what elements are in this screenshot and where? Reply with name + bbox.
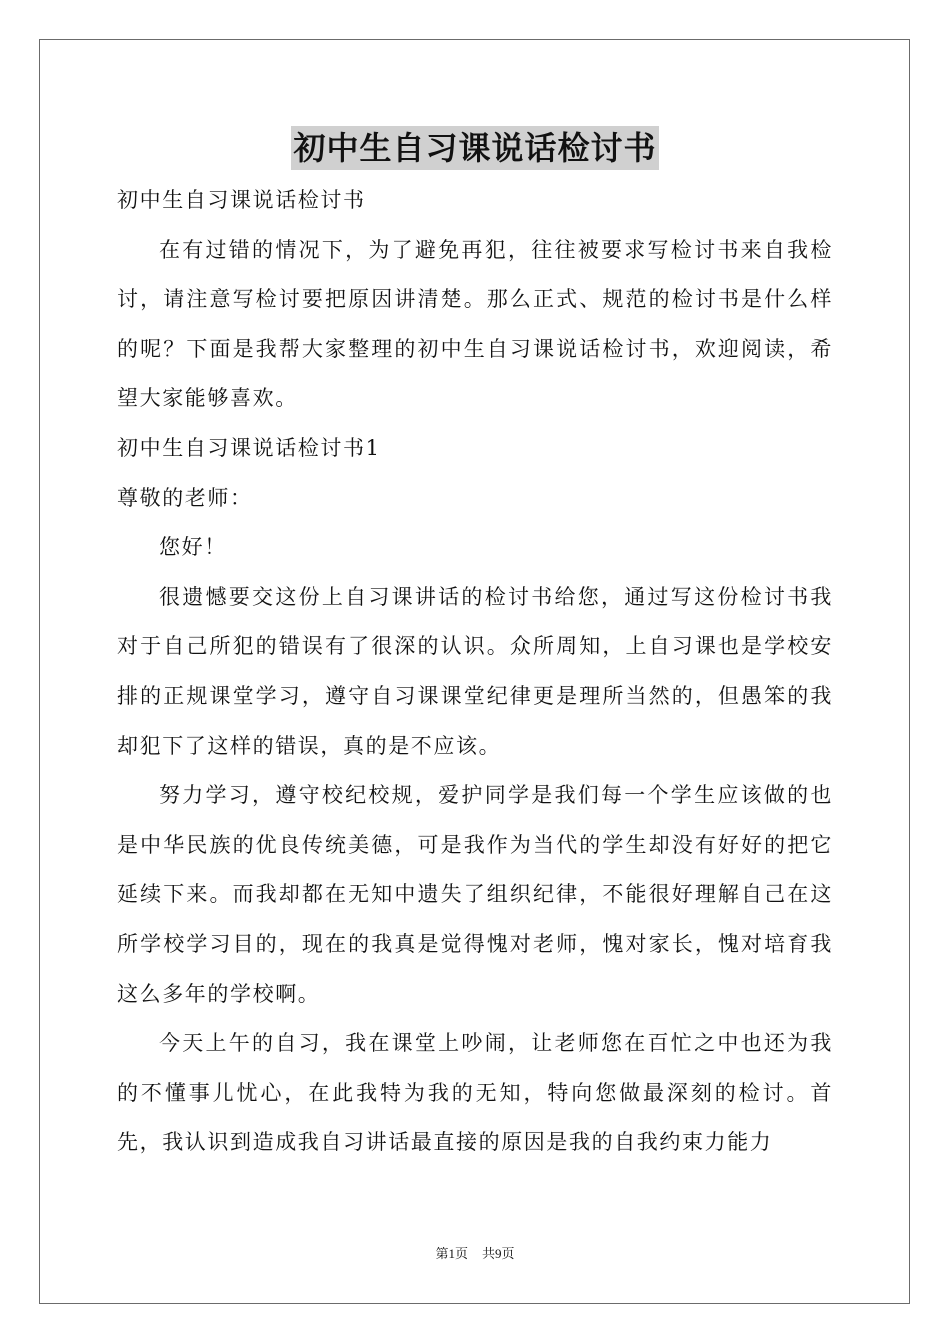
subtitle-line: 初中生自习课说话检讨书	[117, 188, 366, 212]
intro-paragraph: 在有过错的情况下，为了避免再犯，往往被要求写检讨书来自我检讨，请注意写检讨要把原因讲清楚。那么正式、规范的检讨书是什么样的呢？下面是我帮大家整理的初中生自习课说话检讨书，欢迎阅读，希望大家能够喜欢。	[117, 237, 833, 411]
document-title: 初中生自习课说话检讨书	[291, 126, 658, 170]
title-container	[0, 126, 950, 170]
body-paragraph: 很遗憾要交这份上自习课讲话的检讨书给您，通过写这份检讨书我对于自己所犯的错误有了很深的认识。众所周知，上自习课也是学校安排的正规课堂学习，遵守自习课课堂纪律更是理所当然的，但愚笨的我却犯下了这样的错误，真的是不应该。	[117, 584, 833, 758]
document-body	[117, 176, 833, 1168]
body-paragraph: 今天上午的自习，我在课堂上吵闹，让老师您在百忙之中也还为我的不懂事儿忧心，在此我特为我的无知，特向您做最深刻的检讨。首先，我认识到造成我自习讲话最直接的原因是我的自我约束力能力	[117, 1031, 833, 1155]
body-paragraph: 努力学习，遵守校纪校规，爱护同学是我们每一个学生应该做的也是中华民族的优良传统美德，可是我作为当代的学生却没有好好的把它延续下来。而我却都在无知中遗失了组织纪律，不能很好理解自己在这所学校学习目的，现在的我真是觉得愧对老师，愧对家长，愧对培育我这么多年的学校啊。	[117, 783, 833, 1006]
section-heading: 初中生自习课说话检讨书1	[117, 435, 381, 460]
page-footer	[0, 1244, 950, 1264]
greeting: 您好！	[159, 535, 227, 560]
page-number: 第1页	[435, 1246, 468, 1261]
salutation: 尊敬的老师：	[117, 485, 253, 510]
page-total: 共9页	[482, 1246, 515, 1261]
